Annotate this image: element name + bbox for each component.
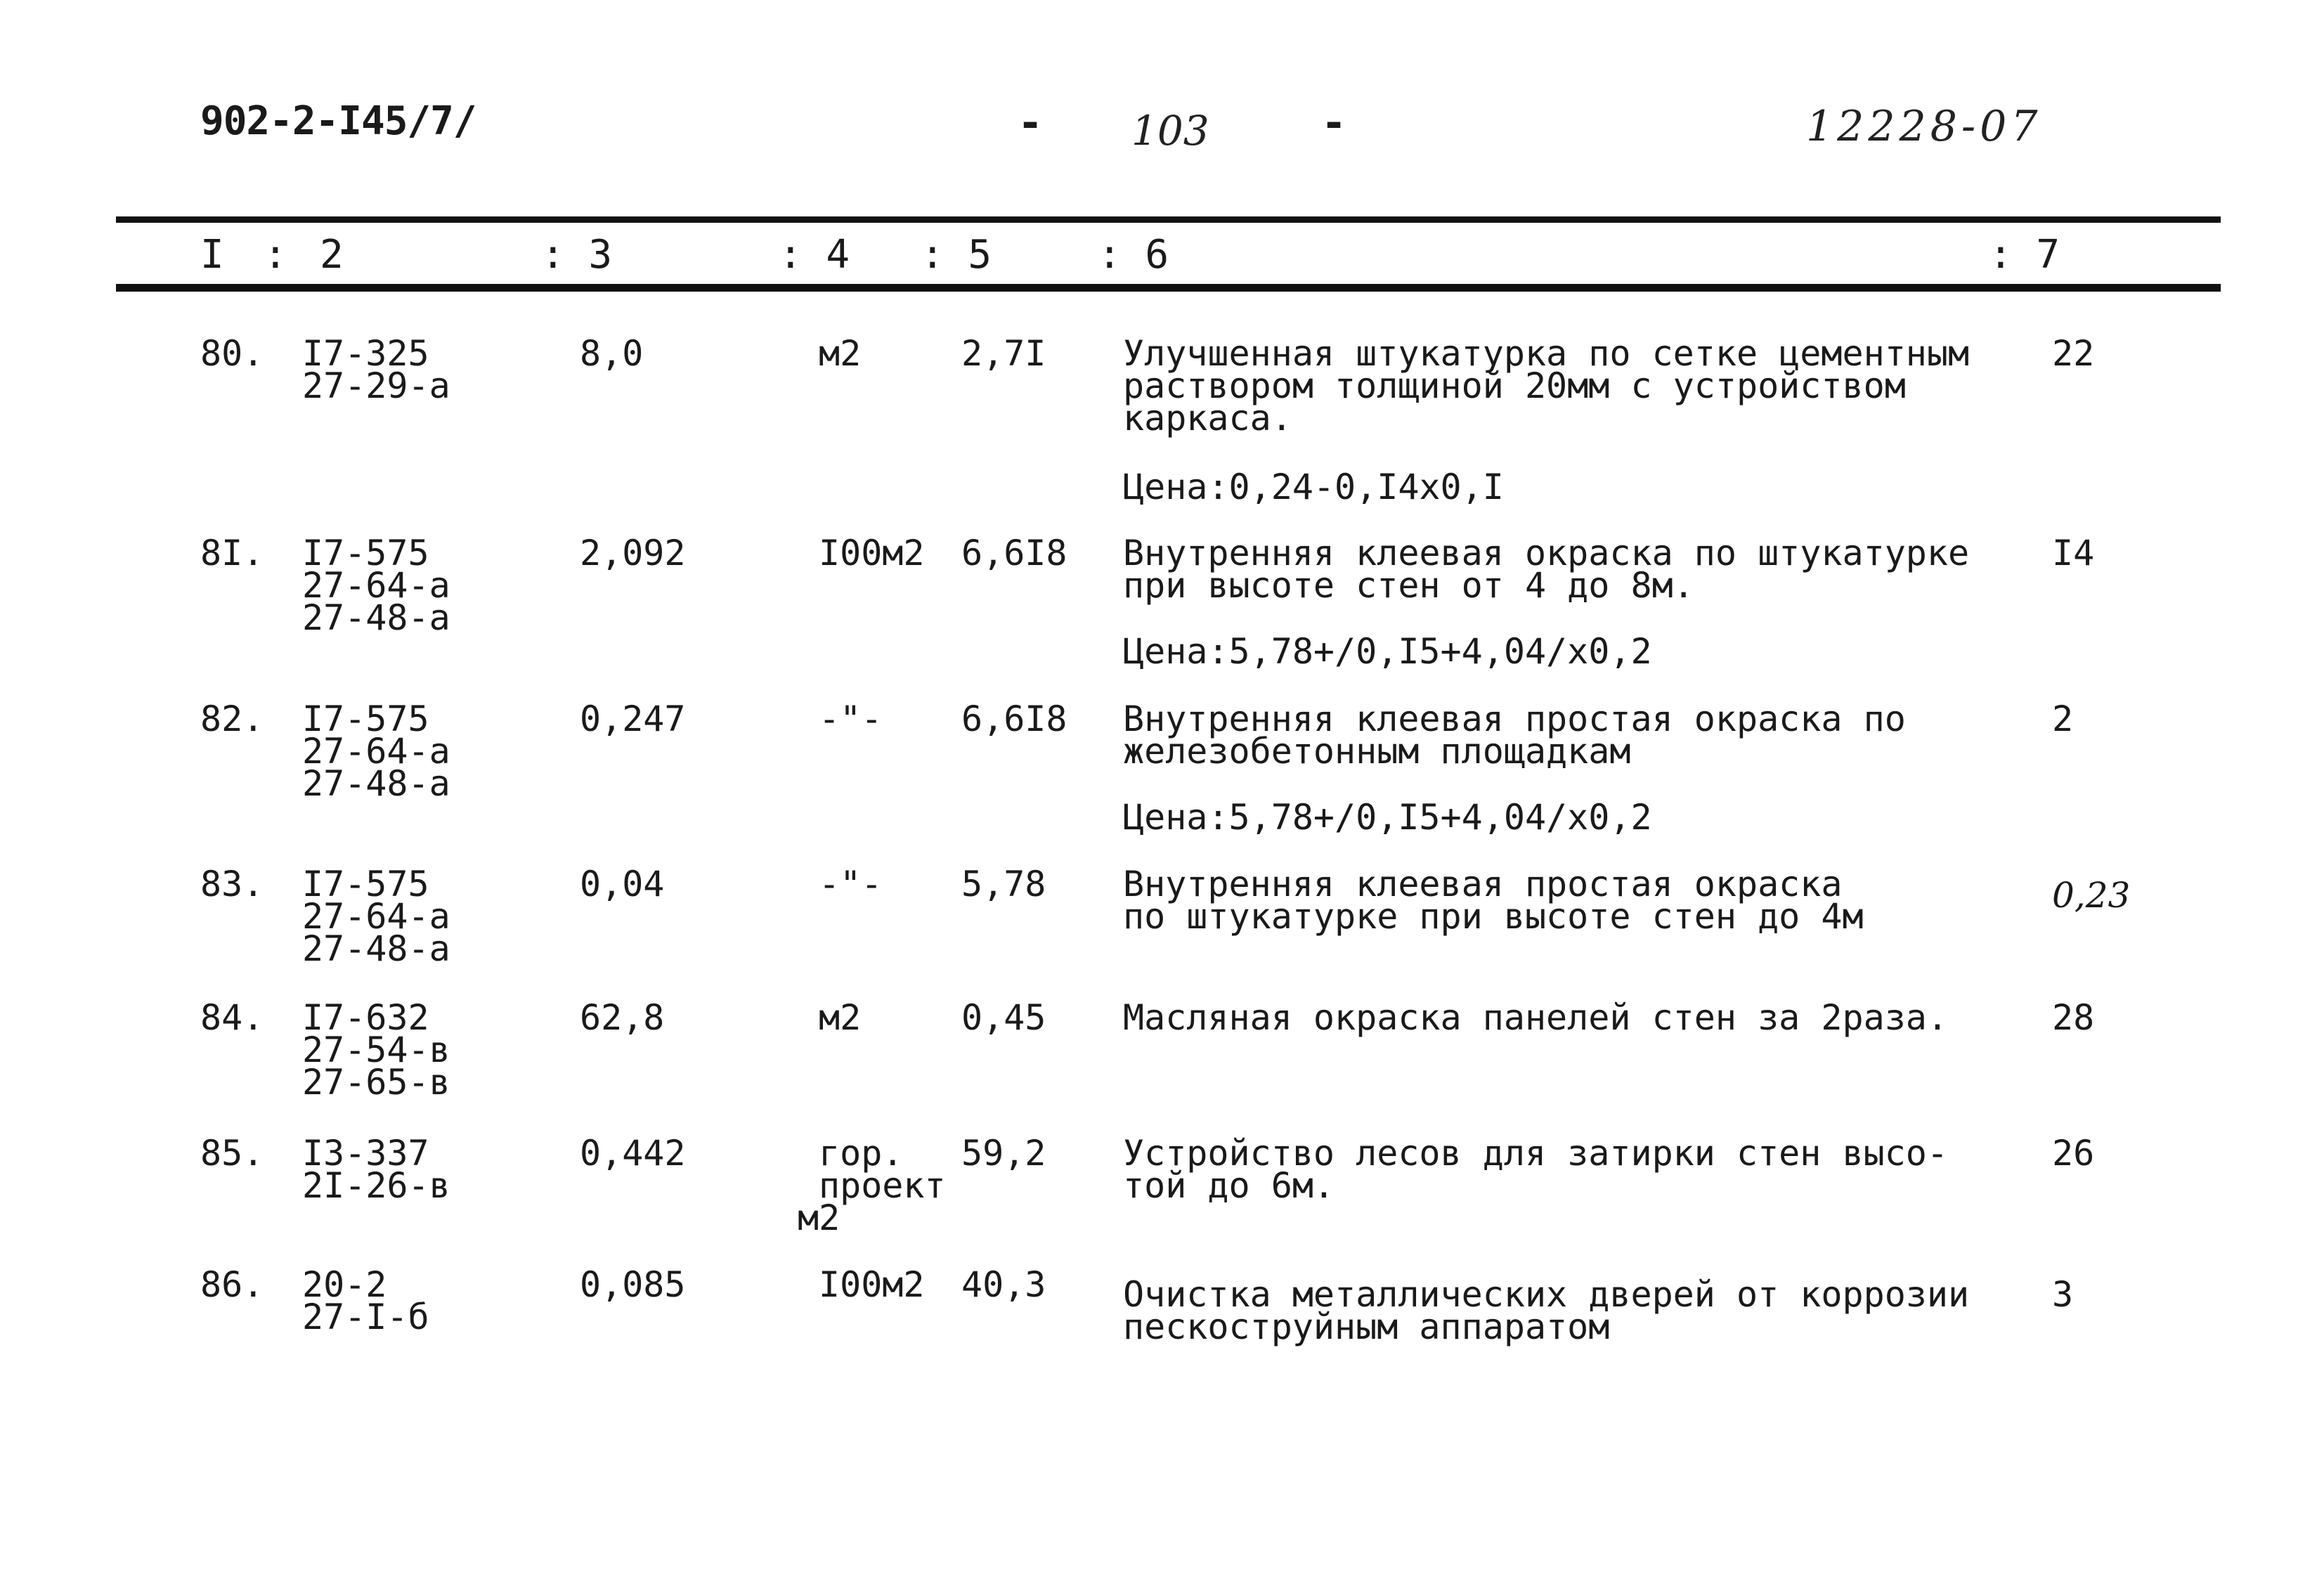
description-line: каркаса. <box>1123 398 1292 439</box>
table-header-bottom-rule <box>116 284 2221 292</box>
work-description <box>1123 1133 2008 1206</box>
norm-code-1: I7-575 <box>302 699 429 739</box>
column-header-7: : 7 <box>1989 232 2060 278</box>
norm-code-2: 27-29-a <box>302 365 450 406</box>
norm-code-3: 27-48-a <box>302 763 450 804</box>
unit: I00м2 <box>819 1264 925 1305</box>
unit: -"- <box>819 699 883 739</box>
norm-code-2: 27-64-a <box>302 565 450 606</box>
unit-line-1: гор. <box>819 1133 904 1174</box>
norm-code-1: I7-575 <box>302 864 429 904</box>
table-header-top-rule <box>116 216 2221 223</box>
unit-price: 2,7I <box>961 333 1046 374</box>
quantity: 62,8 <box>580 997 665 1038</box>
unit: м2 <box>819 333 862 374</box>
norm-code-2: 27-I-б <box>302 1297 429 1337</box>
norm-code-1: I7-575 <box>302 533 429 573</box>
column-header-6: : 6 <box>1098 232 1169 278</box>
row-number: 85. <box>200 1133 264 1174</box>
column-header-3: : 3 <box>541 232 613 278</box>
unit-line-3: м2 <box>798 1198 840 1238</box>
unit-price: 40,3 <box>961 1264 1046 1305</box>
description-line: Внутренняя клеевая окраска по штукатурке <box>1123 533 1970 573</box>
price-note: Цена:0,24-0,I4x0,I <box>1123 467 1504 507</box>
description-line: той до 6м. <box>1123 1165 1335 1206</box>
description-line: пескоструйным аппаратом <box>1123 1306 1610 1347</box>
quantity: 0,247 <box>580 699 686 739</box>
work-description <box>1123 997 2008 1038</box>
header-dash-left: - <box>1018 98 1044 148</box>
column-header-2: 2 <box>320 232 344 278</box>
row-total: I4 <box>2052 533 2095 573</box>
work-description <box>1123 864 2008 937</box>
description-line: железобетонным площадкам <box>1123 731 1631 772</box>
quantity: 0,04 <box>580 864 665 904</box>
description-line: по штукатурке при высоте стен до 4м <box>1123 896 1864 937</box>
header-dash-right: - <box>1321 98 1347 148</box>
unit-price: 6,6I8 <box>961 533 1067 573</box>
unit: м2 <box>819 997 862 1038</box>
norm-code-1: I3-337 <box>302 1133 429 1174</box>
norm-code-1: I7-632 <box>302 997 429 1038</box>
page-number: 103 <box>1131 107 1209 155</box>
norm-code-2: 2I-26-в <box>302 1165 450 1206</box>
archive-number: 12228-07 <box>1806 102 2042 151</box>
unit-price: 5,78 <box>961 864 1046 904</box>
row-total: 0,23 <box>2052 875 2131 916</box>
description-line: при высоте стен от 4 до 8м. <box>1123 565 1694 606</box>
description-line: Устройство лесов для затирки стен высо- <box>1123 1133 1948 1174</box>
row-total: 28 <box>2052 997 2095 1038</box>
column-header-5: : 5 <box>921 232 992 278</box>
unit-price: 0,45 <box>961 997 1046 1038</box>
column-header-4: : 4 <box>779 232 850 278</box>
quantity: 0,085 <box>580 1264 686 1305</box>
norm-code-1: I7-325 <box>302 333 429 374</box>
row-total: 2 <box>2052 699 2074 739</box>
norm-code-3: 27-48-a <box>302 928 450 969</box>
description-line: Внутренняя клеевая простая окраска <box>1123 864 1843 904</box>
norm-code-3: 27-48-a <box>302 597 450 638</box>
row-total: 26 <box>2052 1133 2095 1174</box>
description-line: Улучшенная штукатурка по сетке цементным <box>1123 333 1970 374</box>
row-number: 82. <box>200 699 264 739</box>
unit: I00м2 <box>819 533 925 573</box>
unit-price: 6,6I8 <box>961 699 1067 739</box>
norm-code-3: 27-65-в <box>302 1062 450 1103</box>
quantity: 2,092 <box>580 533 686 573</box>
norm-code-1: 20-2 <box>302 1264 387 1305</box>
row-number: 86. <box>200 1264 264 1305</box>
work-description <box>1123 699 2008 772</box>
norm-code-2: 27-54-в <box>302 1030 450 1070</box>
unit: -"- <box>819 864 883 904</box>
work-description <box>1123 533 2008 606</box>
norm-code-2: 27-64-a <box>302 731 450 772</box>
quantity: 0,442 <box>580 1133 686 1174</box>
description-line: Внутренняя клеевая простая окраска по <box>1123 699 1906 739</box>
norm-code-2: 27-64-a <box>302 896 450 937</box>
row-total: 22 <box>2052 333 2095 374</box>
row-number: 84. <box>200 997 264 1038</box>
row-total: 3 <box>2052 1274 2074 1315</box>
description-line: Очистка металлических дверей от коррозии <box>1123 1274 1970 1315</box>
work-description <box>1123 1274 2008 1347</box>
row-number: 83. <box>200 864 264 904</box>
description-line: Масляная окраска панелей стен за 2раза. <box>1123 997 1948 1038</box>
quantity: 8,0 <box>580 333 644 374</box>
unit-price: 59,2 <box>961 1133 1046 1174</box>
unit-line-2: проект <box>819 1165 946 1206</box>
row-number: 8I. <box>200 533 264 573</box>
document-code: 902-2-I45/7/ <box>200 98 476 144</box>
price-note: Цена:5,78+/0,I5+4,04/x0,2 <box>1123 797 1652 838</box>
price-note: Цена:5,78+/0,I5+4,04/x0,2 <box>1123 631 1652 672</box>
row-number: 80. <box>200 333 264 374</box>
column-header-sep-1: : <box>264 232 287 278</box>
column-header-1: I <box>200 232 224 278</box>
description-line: раствором толщиной 20мм с устройством <box>1123 365 1906 406</box>
work-description <box>1123 333 2008 439</box>
